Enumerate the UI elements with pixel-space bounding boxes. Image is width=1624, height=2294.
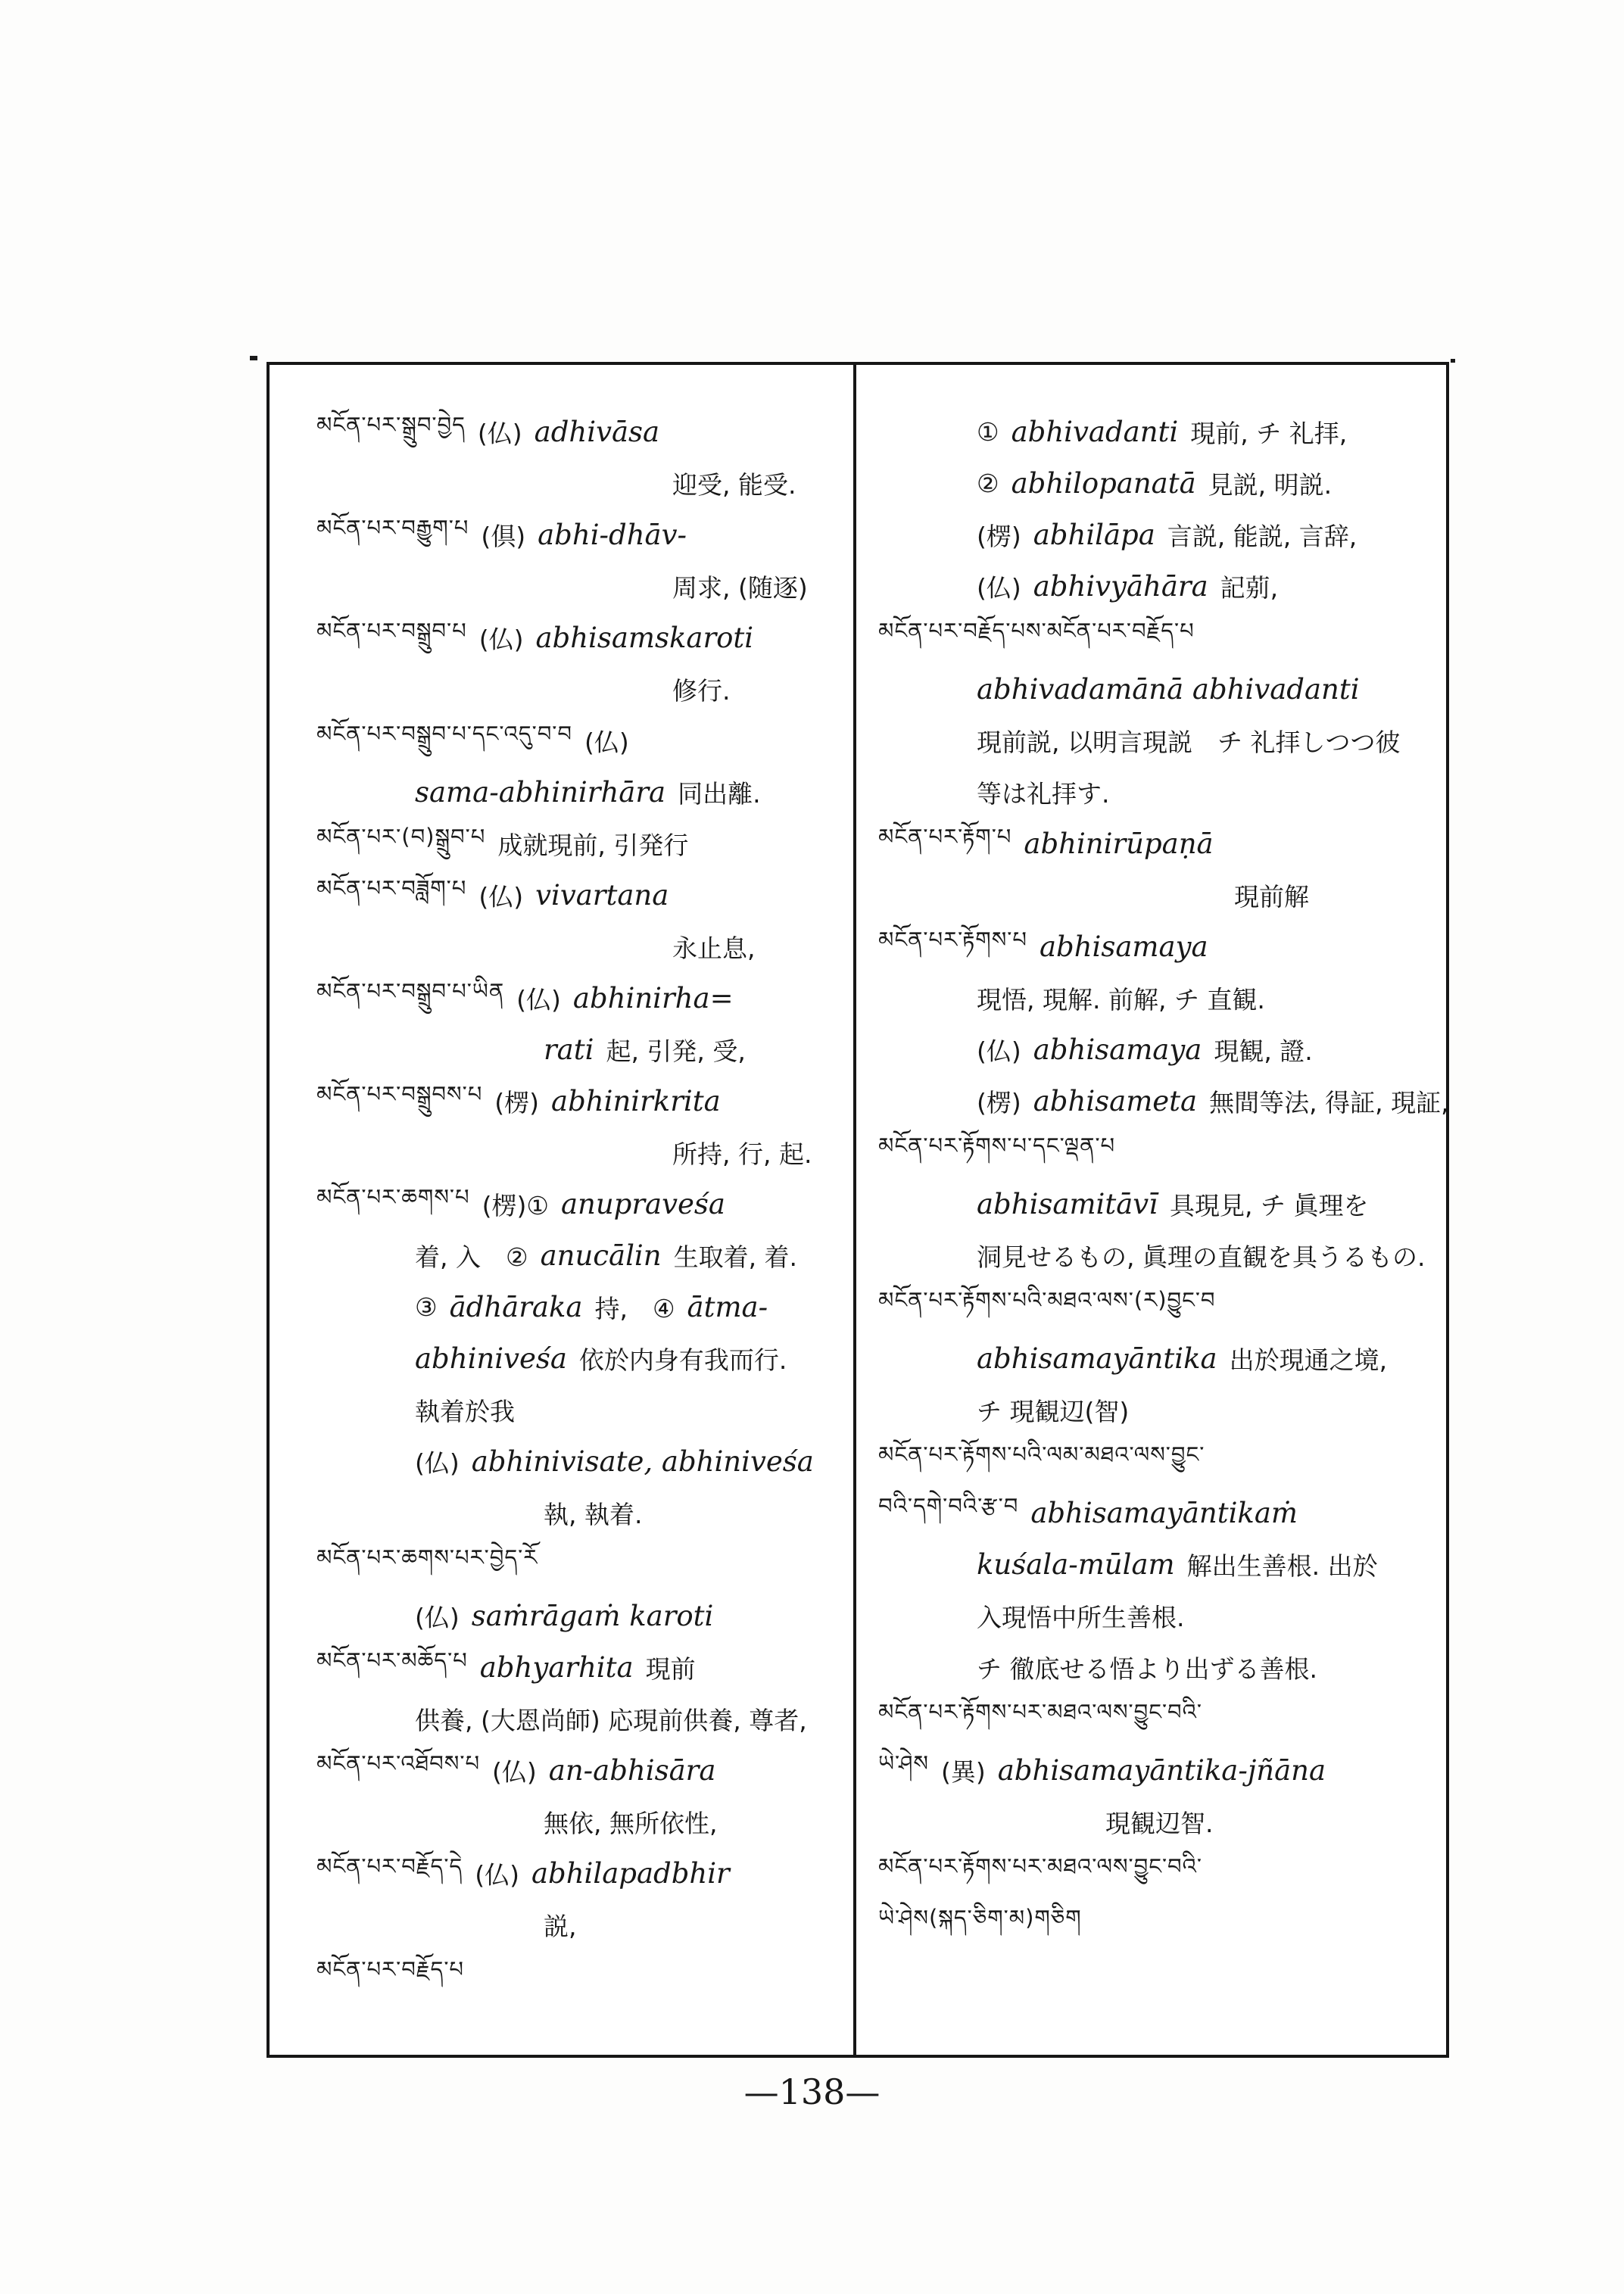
cjk-gloss: (仏) — [478, 881, 524, 912]
dict-line — [672, 457, 848, 509]
cjk-gloss: 永止息, — [672, 933, 756, 963]
cjk-gloss: 迎受, 能受. — [672, 469, 796, 500]
cjk-gloss: 現前説, 以明言現説 チ 礼拝しつつ彼 — [977, 727, 1401, 757]
sanskrit-term: kuśala-mūlam — [977, 1548, 1175, 1581]
cjk-gloss: 言説, 能説, 言辞, — [1167, 521, 1357, 551]
tibetan-headword: ཡེ་ཤེས(སྐད་ཅིག་མ)གཅིག — [878, 1905, 1082, 1931]
dict-line — [316, 1847, 848, 1899]
tibetan-headword: མངོན་པར་རྟོགས་པ — [878, 927, 1027, 952]
dict-line — [977, 509, 1439, 560]
cjk-gloss: 起, 引発, 受, — [606, 1036, 746, 1066]
tibetan-headword: མངོན་པར་རྟོགས་པར་མཐའ་ལས་བྱུང་བའི་ — [878, 1699, 1202, 1725]
sanskrit-term: rati — [544, 1033, 594, 1066]
dict-line — [878, 1899, 1439, 1950]
dict-line — [977, 715, 1439, 766]
sanskrit-term: abhiniveśa — [415, 1342, 567, 1375]
cjk-gloss: 同出離. — [678, 778, 761, 809]
sanskrit-term: abhisamaya — [1033, 1033, 1202, 1066]
dict-line — [316, 818, 848, 869]
tibetan-headword: མངོན་པར་(བ)སྒྲུབ་པ — [316, 824, 486, 849]
sanskrit-term: abhisamayāntika-jñāna — [997, 1753, 1326, 1787]
dict-line — [878, 1693, 1439, 1744]
tibetan-headword: མངོན་པར་བསྒྲུབ་པ་དང་འདུ་བ་བ — [316, 721, 572, 746]
dict-line — [977, 1024, 1439, 1075]
cjk-gloss: (仏) — [477, 418, 522, 448]
dict-line — [878, 612, 1439, 663]
tibetan-headword: མངོན་པར་བསྒྲུབ་པ་ཡིན — [316, 978, 505, 1004]
tibetan-headword: མངོན་པར་བསྒྲུབ་པ — [316, 618, 467, 644]
dict-line — [878, 818, 1439, 869]
cjk-gloss: 現前 — [645, 1653, 696, 1684]
sanskrit-term: abhisamayāntikaṁ — [1030, 1496, 1298, 1529]
tibetan-headword: མངོན་པར་མཆོད་པ — [316, 1647, 468, 1673]
cjk-gloss: 入現悟中所生善根. — [977, 1602, 1185, 1632]
dict-line — [672, 663, 848, 715]
dict-line — [316, 1641, 848, 1693]
tibetan-headword: མངོན་པར་རྟོགས་པའི་ལམ་མཐའ་ལས་བྱུང་ — [878, 1442, 1205, 1467]
cjk-gloss: 説, — [544, 1911, 577, 1941]
cjk-gloss: (楞)① — [482, 1190, 549, 1220]
cjk-gloss: 現前, チ 礼拝, — [1190, 418, 1348, 448]
scan-speck — [250, 356, 257, 360]
dict-line — [1105, 1796, 1439, 1847]
dict-line — [977, 406, 1439, 457]
cjk-gloss: 供養, (大恩尚師) 応現前供養, 尊者, — [415, 1705, 807, 1735]
cjk-gloss: 洞見せるもの, 眞理の直観を具うるもの. — [977, 1242, 1426, 1272]
column-left — [316, 406, 848, 2002]
tibetan-headword: བའི་དགེ་བའི་རྩ་བ — [878, 1493, 1019, 1519]
dict-line — [977, 1590, 1439, 1641]
dict-line — [672, 1127, 848, 1178]
sanskrit-term: abhi-dhāv- — [538, 518, 687, 551]
dict-line — [316, 509, 848, 560]
dict-line — [878, 1281, 1439, 1332]
sanskrit-term: anucālin — [540, 1239, 662, 1272]
dict-line — [878, 1487, 1439, 1538]
dict-line — [977, 1384, 1439, 1435]
tibetan-headword: མངོན་པར་རྟོགས་པར་མཐའ་ལས་བྱུང་བའི་ — [878, 1853, 1202, 1879]
sanskrit-term: vivartana — [535, 878, 669, 912]
column-divider — [853, 365, 856, 2055]
page-number: —138— — [743, 2071, 881, 2112]
sanskrit-term: abhyarhita — [479, 1650, 634, 1684]
cjk-gloss: ① — [977, 416, 999, 447]
dict-line — [316, 406, 848, 457]
dict-line — [977, 1332, 1439, 1384]
tibetan-headword: མངོན་པར་རྟོགས་པའི་མཐའ་ལས་(ར)བྱུང་བ — [878, 1287, 1216, 1313]
cjk-gloss: (仏) — [415, 1448, 460, 1478]
dict-line — [316, 612, 848, 663]
dict-line — [977, 1075, 1449, 1127]
dict-line — [316, 1538, 848, 1590]
cjk-gloss: チ 徹底せる悟より出ずる善根. — [977, 1653, 1317, 1684]
cjk-gloss: 執, 執着. — [544, 1499, 643, 1529]
dict-line — [415, 1230, 848, 1281]
sanskrit-term: abhivadamānā abhivadanti — [977, 672, 1360, 706]
sanskrit-term: abhivadanti — [1011, 415, 1179, 448]
dict-line — [977, 972, 1439, 1024]
sanskrit-term: ātma- — [687, 1290, 768, 1323]
cjk-gloss: 無間等法, 得証, 現証, — [1209, 1087, 1449, 1117]
tibetan-headword: མངོན་པར་རྟོག་པ — [878, 824, 1012, 849]
cjk-gloss: 依於内身有我而行. — [578, 1345, 787, 1375]
cjk-gloss: 現観辺智. — [1105, 1808, 1214, 1838]
cjk-gloss: (仏) — [478, 624, 524, 654]
cjk-gloss: (仏) — [977, 1036, 1021, 1066]
cjk-gloss: (仏) — [415, 1602, 460, 1632]
sanskrit-term: abhinirha= — [572, 981, 734, 1015]
tibetan-headword: མངོན་པར་བརྗོད་པས་མངོན་པར་བརྗོད་པ — [878, 618, 1195, 644]
dict-line — [878, 1435, 1439, 1487]
sanskrit-term: abhivyāhāra — [1033, 569, 1208, 603]
dictionary-frame — [267, 362, 1449, 2058]
cjk-gloss: 成就現前, 引発行 — [497, 830, 689, 860]
sanskrit-term: ādhāraka — [449, 1290, 583, 1323]
cjk-gloss: (楞) — [494, 1087, 540, 1117]
cjk-gloss: 周求, (随逐) — [672, 572, 808, 603]
sanskrit-term: abhisamayāntika — [977, 1342, 1217, 1375]
dict-line — [316, 715, 848, 766]
cjk-gloss: 着, 入 ② — [415, 1242, 528, 1272]
cjk-gloss: 現観, 證. — [1214, 1036, 1313, 1066]
dict-line — [544, 1487, 848, 1538]
dict-line — [977, 1538, 1439, 1590]
cjk-gloss: 具現見, チ 眞理を — [1170, 1190, 1369, 1220]
sanskrit-term: abhilāpa — [1033, 518, 1155, 551]
sanskrit-term: abhinirkrita — [551, 1084, 721, 1117]
dict-line — [415, 1435, 848, 1487]
sanskrit-term: saṁrāgaṁ karoti — [471, 1599, 714, 1632]
cjk-gloss: 修行. — [672, 675, 731, 706]
scan-speck — [1451, 359, 1455, 363]
cjk-gloss: 現前解 — [1234, 881, 1309, 912]
cjk-gloss: (異) — [941, 1756, 986, 1787]
dict-line — [316, 1744, 848, 1796]
dict-line — [544, 1796, 848, 1847]
dict-line — [977, 766, 1439, 818]
sanskrit-term: abhisameta — [1033, 1084, 1198, 1117]
dict-line — [415, 1332, 848, 1384]
cjk-gloss: (楞) — [977, 1087, 1021, 1117]
dict-line — [415, 1693, 848, 1744]
cjk-gloss: 生取着, 着. — [673, 1242, 798, 1272]
sanskrit-term: an-abhisāra — [548, 1753, 716, 1787]
dict-line — [415, 1384, 848, 1435]
column-right — [878, 406, 1449, 1950]
dict-line — [415, 1281, 848, 1332]
dict-line — [977, 1641, 1439, 1693]
sanskrit-term: abhinirūpaṇā — [1024, 827, 1214, 860]
cjk-gloss: (倶) — [481, 521, 526, 551]
cjk-gloss: 解出生善根. 出於 — [1186, 1551, 1378, 1581]
dict-line — [544, 1024, 848, 1075]
sanskrit-term: sama-abhinirhāra — [415, 775, 666, 809]
sanskrit-term: abhinivisate, abhiniveśa — [471, 1445, 814, 1478]
cjk-gloss: チ 現観辺(智) — [977, 1396, 1130, 1426]
tibetan-headword: མངོན་པར་ཆགས་པར་བྱེད་རོ — [316, 1544, 538, 1570]
dict-line — [316, 1075, 848, 1127]
tibetan-headword: མངོན་པར་བརྒྱུག་པ — [316, 515, 469, 541]
cjk-gloss: 記莂, — [1220, 572, 1279, 603]
tibetan-headword: མངོན་པར་བརྗོད་པ — [316, 1956, 465, 1982]
sanskrit-term: abhisamitāvī — [977, 1187, 1158, 1220]
dict-line — [316, 869, 848, 921]
dict-line — [977, 1178, 1439, 1230]
cjk-gloss: 等は礼拝す. — [977, 778, 1110, 809]
sanskrit-term: abhilapadbhir — [531, 1856, 730, 1890]
dict-line — [1234, 869, 1439, 921]
dict-line — [415, 766, 848, 818]
cjk-gloss: (楞) — [977, 521, 1021, 551]
dict-line — [977, 1230, 1439, 1281]
dict-line — [544, 1899, 848, 1950]
dict-line — [316, 972, 848, 1024]
sanskrit-term: adhivāsa — [534, 415, 660, 448]
dict-line — [316, 1178, 848, 1230]
cjk-gloss: 所持, 行, 起. — [672, 1139, 812, 1169]
dict-line — [415, 1590, 848, 1641]
tibetan-headword: མངོན་པར་འཐོབས་པ — [316, 1750, 481, 1776]
dict-line — [977, 663, 1439, 715]
tibetan-headword: མངོན་པར་རྟོགས་པ་དང་ལྡན་པ — [878, 1133, 1116, 1158]
tibetan-headword: ཡེ་ཤེས — [878, 1750, 929, 1776]
sanskrit-term: abhisamskaroti — [535, 621, 754, 654]
tibetan-headword: མངོན་པར་སྒྲུབ་བྱེད — [316, 412, 466, 438]
dict-line — [672, 560, 848, 612]
cjk-gloss: 現悟, 現解. 前解, チ 直観. — [977, 984, 1265, 1015]
dict-line — [316, 1950, 848, 2002]
cjk-gloss: (仏) — [475, 1859, 519, 1890]
tibetan-headword: མངོན་པར་བཟློག་པ — [316, 875, 467, 901]
dict-line — [878, 1127, 1439, 1178]
cjk-gloss: 執着於我 — [415, 1396, 515, 1426]
tibetan-headword: མངོན་པར་བརྗོད་དེ — [316, 1853, 463, 1879]
cjk-gloss: ③ — [415, 1292, 438, 1322]
sanskrit-term: anupraveśa — [560, 1187, 725, 1220]
cjk-gloss: 出於現通之境, — [1229, 1345, 1388, 1375]
tibetan-headword: མངོན་པར་ཆགས་པ — [316, 1184, 470, 1210]
dict-line — [977, 457, 1439, 509]
tibetan-headword: མངོན་པར་བསྒྲུབས་པ — [316, 1081, 483, 1107]
cjk-gloss: ② — [977, 468, 999, 498]
cjk-gloss: (仏) — [584, 727, 629, 757]
dict-line — [878, 921, 1439, 972]
sanskrit-term: abhisamaya — [1039, 930, 1208, 963]
dict-line — [672, 921, 848, 972]
dict-line — [878, 1744, 1439, 1796]
dict-line — [878, 1847, 1439, 1899]
cjk-gloss: (仏) — [492, 1756, 537, 1787]
cjk-gloss: 無依, 無所依性, — [544, 1808, 718, 1838]
cjk-gloss: 持, ④ — [594, 1293, 675, 1323]
cjk-gloss: (仏) — [516, 984, 561, 1015]
dict-line — [977, 560, 1439, 612]
cjk-gloss: 見説, 明説. — [1208, 469, 1333, 500]
sanskrit-term: abhilopanatā — [1011, 466, 1196, 500]
cjk-gloss: (仏) — [977, 572, 1021, 603]
